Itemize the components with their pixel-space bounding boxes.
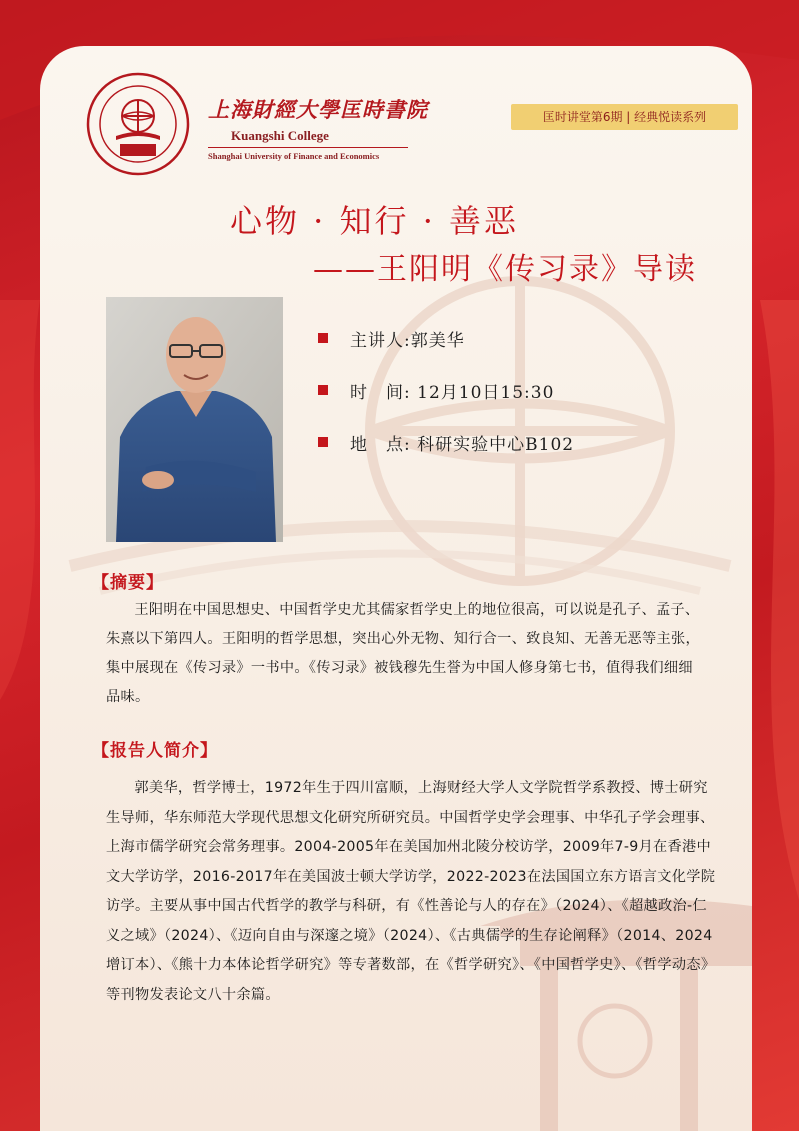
speaker-portrait [106,297,283,542]
bullet-square-icon [318,437,328,447]
abstract-heading: 【摘要】 [92,573,164,593]
logo-divider [208,147,408,148]
series-badge: 匡时讲堂第6期 | 经典悦读系列 [511,104,738,130]
bullet-square-icon [318,333,328,343]
place-text: 地 点: 科研实验中心B102 [350,435,575,455]
bullet-square-icon [318,385,328,395]
speaker-text: 主讲人:郭美华 [350,331,465,351]
college-logo [86,72,428,176]
college-seal-icon [86,72,190,176]
speaker-photo [106,297,283,542]
bio-text: 郭美华，哲学博士，1972年生于四川富顺，上海财经大学人文学院哲学系教授、博士研究生导师，华东师范大学现代思想文化研究所研究员。中国哲学史学会理事、中华孔子学会理事、上海市儒学研究会常务理事。2004-2005年在美国加州北陵分校访学，2009年7-9月在香港中文大学访学，2016-2017年在美国波士顿大学访学，2022-2023在法国国立东方语言文化学院访学。主要从事中国古代哲学的教学与科研，有《性善论与人的存在》（2024）、《超越政治-仁义之域》（2024）、《迈向自由与深邃之境》（2024）、《古典儒学的生存论阐释》（2014、2024增订本）、《熊十力本体论哲学研究》等专著数部，在《哲学研究》、《中国哲学史》、《哲学动态》等刊物发表论文八十余篇。 [106,780,716,1003]
bio-heading: 【报告人简介】 [92,741,218,761]
time-text: 时 间: 12月10日15:30 [350,383,555,403]
college-name-cn: 上海財經大學匡時書院 [208,97,428,122]
main-title: 心物 · 知行 · 善恶 [230,202,520,240]
abstract-text: 王阳明在中国思想史、中国哲学史尤其儒家哲学史上的地位很高，可以说是孔子、孟子、朱熹以下第四人。王阳明的哲学思想，突出心外无物、知行合一、致良知、无善无恶等主张，集中展现在《传习录》一书中。《传习录》被钱穆先生誉为中国人修身第七书，值得我们细细品味。 [106,602,700,705]
college-name-en: Kuangshi College [231,128,329,143]
university-name-en: Shanghai University of Finance and Economics [208,151,380,161]
sub-title: ——王阳明《传习录》导读 [313,252,697,287]
poster-card [40,46,752,1131]
